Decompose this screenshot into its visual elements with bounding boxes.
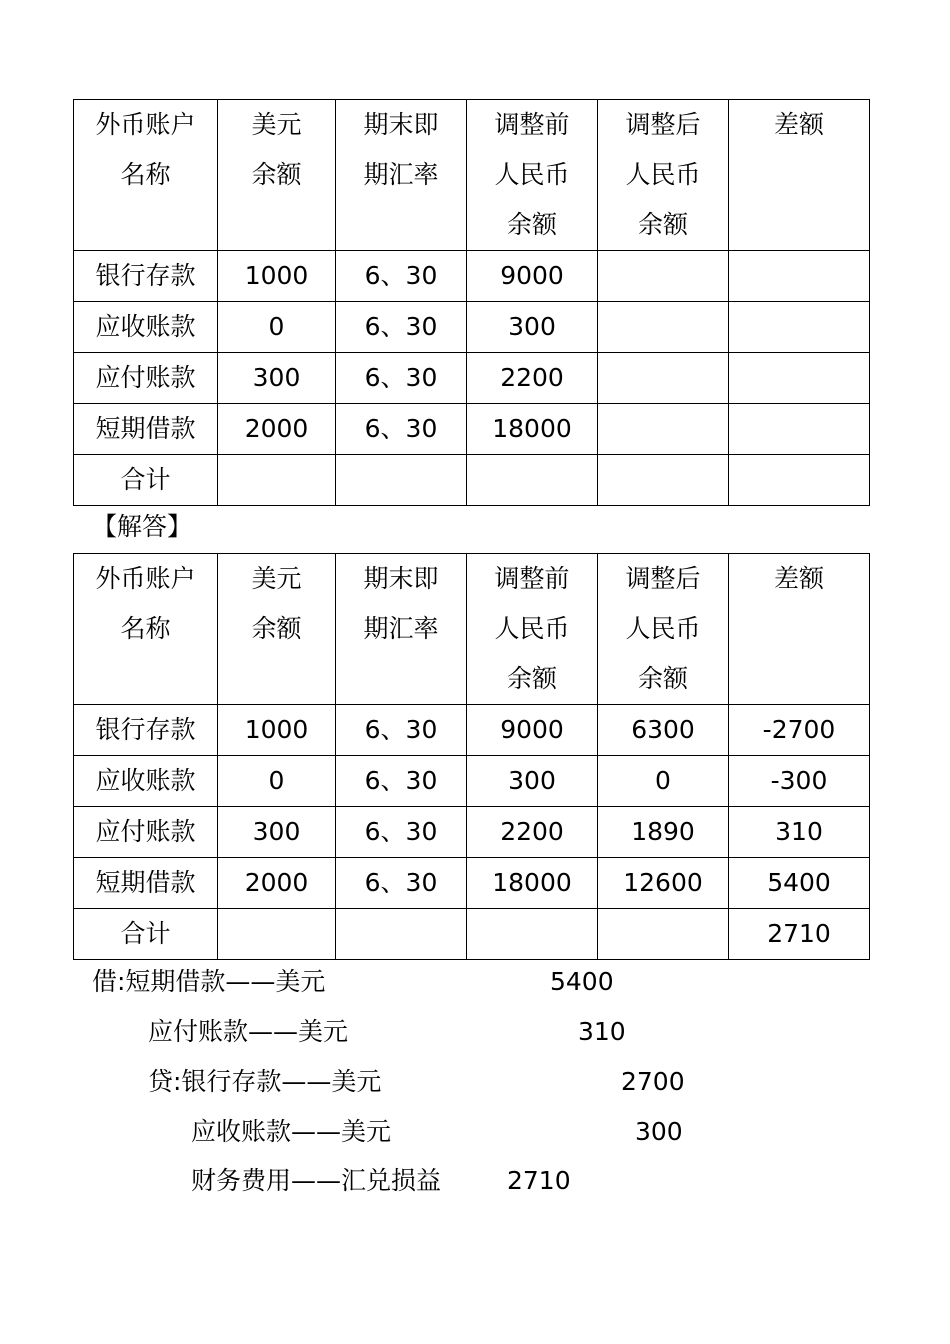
header-usd-balance: 美元 余额 — [218, 554, 336, 705]
cell-account: 银行存款 — [74, 251, 218, 302]
journal-credit-receivable: 应收账款——美元 — [191, 1117, 392, 1146]
cell-diff — [729, 455, 870, 506]
cell-rate: 6、30 — [336, 705, 467, 756]
cell-usd: 1000 — [218, 251, 336, 302]
cell-usd: 2000 — [218, 404, 336, 455]
header-rmb-before: 调整前 人民币 余额 — [467, 100, 598, 251]
cell-after — [598, 404, 729, 455]
cell-before: 9000 — [467, 705, 598, 756]
cell-diff: 310 — [729, 807, 870, 858]
cell-rate: 6、30 — [336, 858, 467, 909]
cell-after: 12600 — [598, 858, 729, 909]
table-header-row — [74, 100, 870, 251]
journal-amount: 2710 — [507, 1166, 571, 1195]
table-row — [74, 404, 870, 455]
cell-account: 应付账款 — [74, 353, 218, 404]
cell-account: 应收账款 — [74, 302, 218, 353]
header-rmb-before: 调整前 人民币 余额 — [467, 554, 598, 705]
cell-before: 2200 — [467, 807, 598, 858]
cell-diff — [729, 302, 870, 353]
exchange-table-answer — [73, 553, 870, 960]
cell-after: 6300 — [598, 705, 729, 756]
cell-account: 合计 — [74, 909, 218, 960]
journal-amount: 300 — [635, 1117, 683, 1146]
cell-usd: 1000 — [218, 705, 336, 756]
header-account-name: 外币账户 名称 — [74, 100, 218, 251]
table-header-row — [74, 554, 870, 705]
cell-after — [598, 353, 729, 404]
cell-diff: -300 — [729, 756, 870, 807]
journal-credit-finance-expense: 财务费用——汇兑损益 — [191, 1166, 442, 1195]
cell-usd: 300 — [218, 807, 336, 858]
cell-diff: 2710 — [729, 909, 870, 960]
cell-diff: -2700 — [729, 705, 870, 756]
cell-rate: 6、30 — [336, 756, 467, 807]
cell-after: 1890 — [598, 807, 729, 858]
cell-after — [598, 909, 729, 960]
table-row — [74, 807, 870, 858]
cell-account: 银行存款 — [74, 705, 218, 756]
journal-debit-short-loan: 借:短期借款——美元 — [92, 967, 326, 996]
cell-before — [467, 909, 598, 960]
table-row — [74, 756, 870, 807]
cell-before — [467, 455, 598, 506]
journal-debit-payable: 应付账款——美元 — [148, 1017, 349, 1046]
cell-usd: 0 — [218, 302, 336, 353]
cell-after — [598, 251, 729, 302]
header-difference: 差额 — [729, 100, 870, 251]
cell-rate: 6、30 — [336, 251, 467, 302]
exchange-table-question — [73, 99, 870, 506]
cell-usd: 0 — [218, 756, 336, 807]
cell-usd — [218, 455, 336, 506]
total-row — [74, 909, 870, 960]
cell-after: 0 — [598, 756, 729, 807]
header-usd-balance: 美元 余额 — [218, 100, 336, 251]
cell-usd: 300 — [218, 353, 336, 404]
cell-usd — [218, 909, 336, 960]
header-difference: 差额 — [729, 554, 870, 705]
cell-diff — [729, 404, 870, 455]
cell-before: 300 — [467, 756, 598, 807]
cell-account: 应付账款 — [74, 807, 218, 858]
cell-account: 应收账款 — [74, 756, 218, 807]
cell-after — [598, 455, 729, 506]
cell-account: 短期借款 — [74, 858, 218, 909]
table-row — [74, 353, 870, 404]
cell-rate — [336, 455, 467, 506]
header-spot-rate: 期末即 期汇率 — [336, 554, 467, 705]
answer-heading: 【解答】 — [92, 512, 193, 541]
cell-rate: 6、30 — [336, 353, 467, 404]
header-rmb-after: 调整后 人民币 余额 — [598, 100, 729, 251]
table-row — [74, 858, 870, 909]
journal-credit-bank: 贷:银行存款——美元 — [148, 1067, 382, 1096]
cell-account: 合计 — [74, 455, 218, 506]
table-row — [74, 302, 870, 353]
header-account-name: 外币账户 名称 — [74, 554, 218, 705]
header-rmb-after: 调整后 人民币 余额 — [598, 554, 729, 705]
total-row — [74, 455, 870, 506]
cell-before: 300 — [467, 302, 598, 353]
journal-amount: 5400 — [550, 967, 614, 996]
cell-rate: 6、30 — [336, 302, 467, 353]
journal-amount: 2700 — [621, 1067, 685, 1096]
cell-rate: 6、30 — [336, 404, 467, 455]
cell-diff — [729, 353, 870, 404]
cell-rate — [336, 909, 467, 960]
cell-rate: 6、30 — [336, 807, 467, 858]
header-spot-rate: 期末即 期汇率 — [336, 100, 467, 251]
cell-diff — [729, 251, 870, 302]
table-row — [74, 705, 870, 756]
table-row — [74, 251, 870, 302]
journal-amount: 310 — [578, 1017, 626, 1046]
cell-before: 2200 — [467, 353, 598, 404]
cell-diff: 5400 — [729, 858, 870, 909]
cell-before: 9000 — [467, 251, 598, 302]
cell-before: 18000 — [467, 858, 598, 909]
cell-account: 短期借款 — [74, 404, 218, 455]
cell-usd: 2000 — [218, 858, 336, 909]
cell-before: 18000 — [467, 404, 598, 455]
cell-after — [598, 302, 729, 353]
